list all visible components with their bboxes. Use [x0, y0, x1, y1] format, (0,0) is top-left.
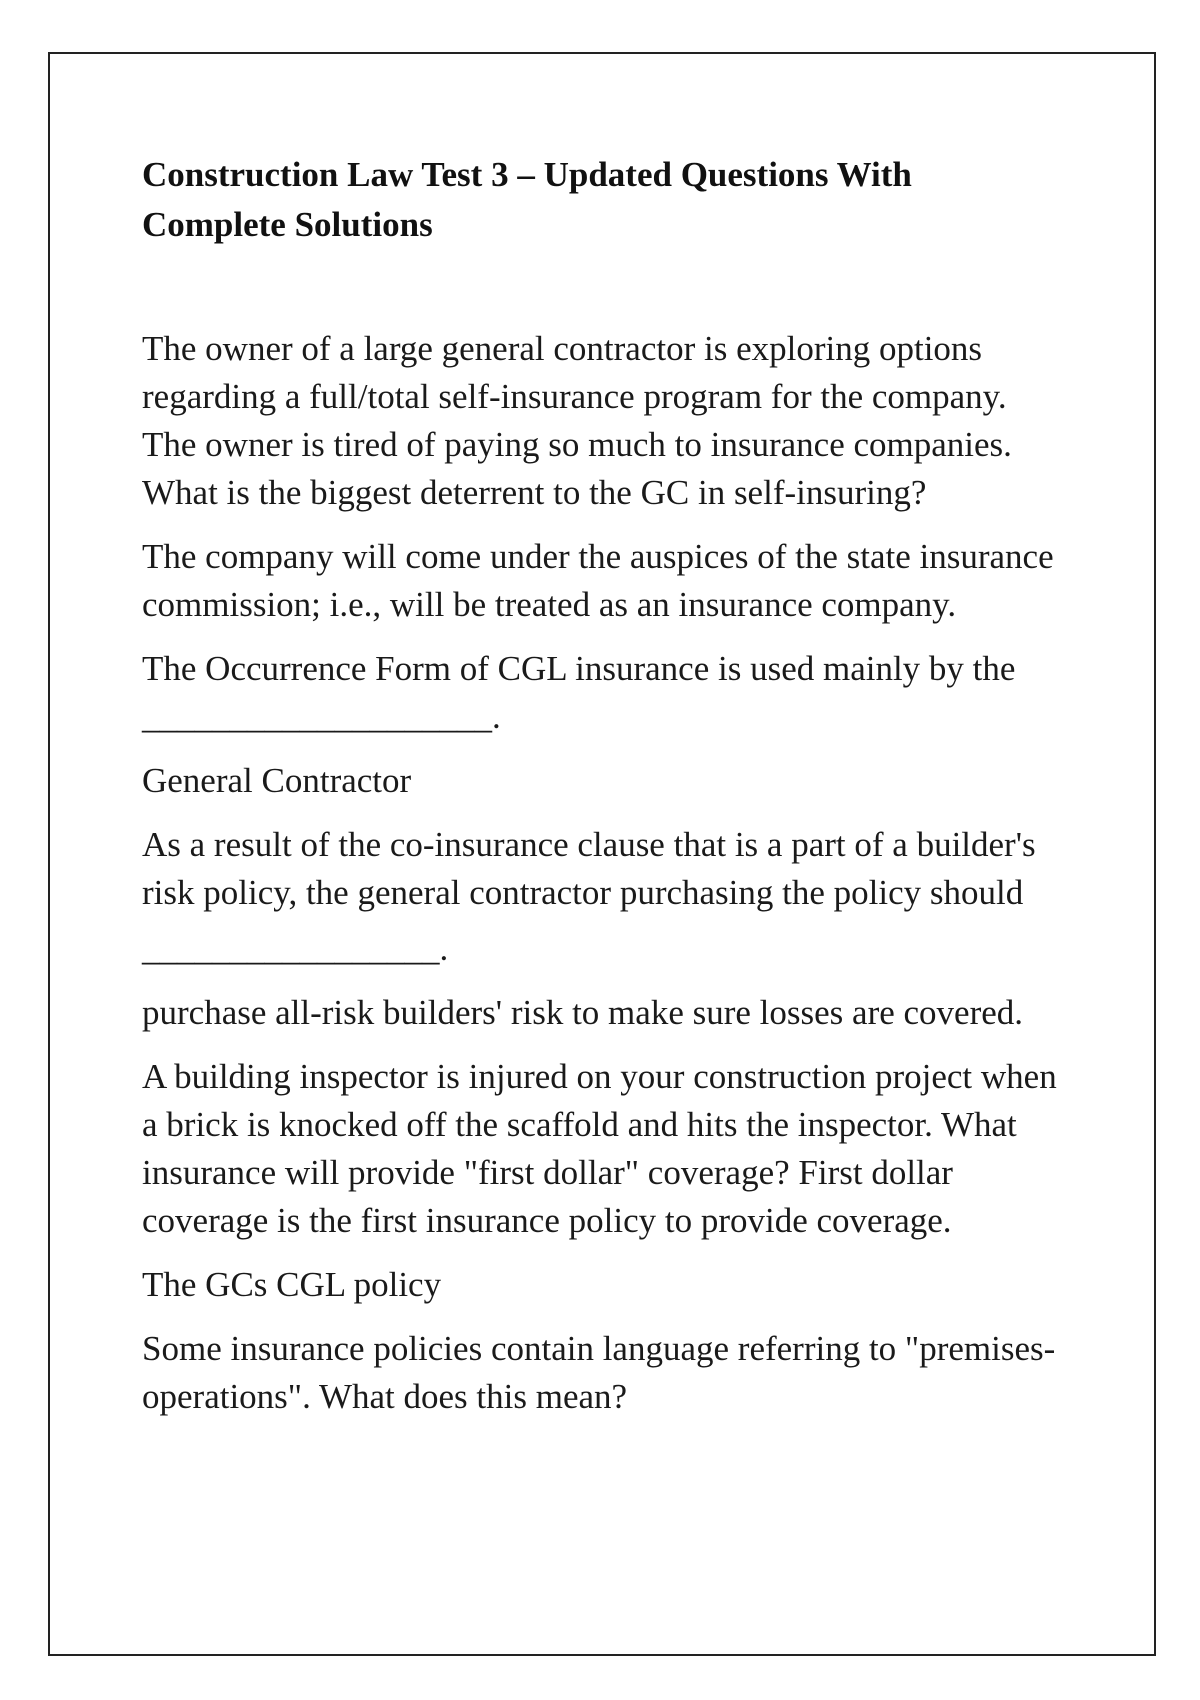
question-occurrence-form: The Occurrence Form of CGL insurance is used mainly by the [142, 649, 1016, 688]
question-co-insurance: As a result of the co-insurance clause that is a part of a builder's risk policy, the general contractor purchasing the policy should [142, 825, 1036, 912]
document-title: Construction Law Test 3 – Updated Questions With Complete Solutions [142, 155, 912, 244]
document-body [142, 150, 1062, 1437]
question-premises-operations: Some insurance policies contain language referring to "premises-operations". What does this mean? [142, 1329, 1056, 1416]
answer-co-insurance: purchase all-risk builders' risk to make sure losses are covered. [142, 993, 1024, 1032]
question-occurrence-form-blank: ____________________. [142, 697, 501, 736]
answer-self-insurance: The company will come under the auspices of the state insurance commission; i.e., will be treated as an insurance company. [142, 537, 1054, 624]
question-co-insurance-blank: _________________. [142, 929, 449, 968]
question-self-insurance: The owner of a large general contractor is exploring options regarding a full/total self-insurance program for the company. The owner is tired of paying so much to insurance companies. What is the biggest deterrent to the GC in self-insuring? [142, 329, 1012, 512]
question-first-dollar: A building inspector is injured on your construction project when a brick is knocked off the scaffold and hits the inspector. What insurance will provide "first dollar" coverage? First dollar coverage is the first insurance policy to provide coverage. [142, 1057, 1057, 1240]
answer-first-dollar: The GCs CGL policy [142, 1265, 442, 1304]
answer-occurrence-form: General Contractor [142, 761, 412, 800]
